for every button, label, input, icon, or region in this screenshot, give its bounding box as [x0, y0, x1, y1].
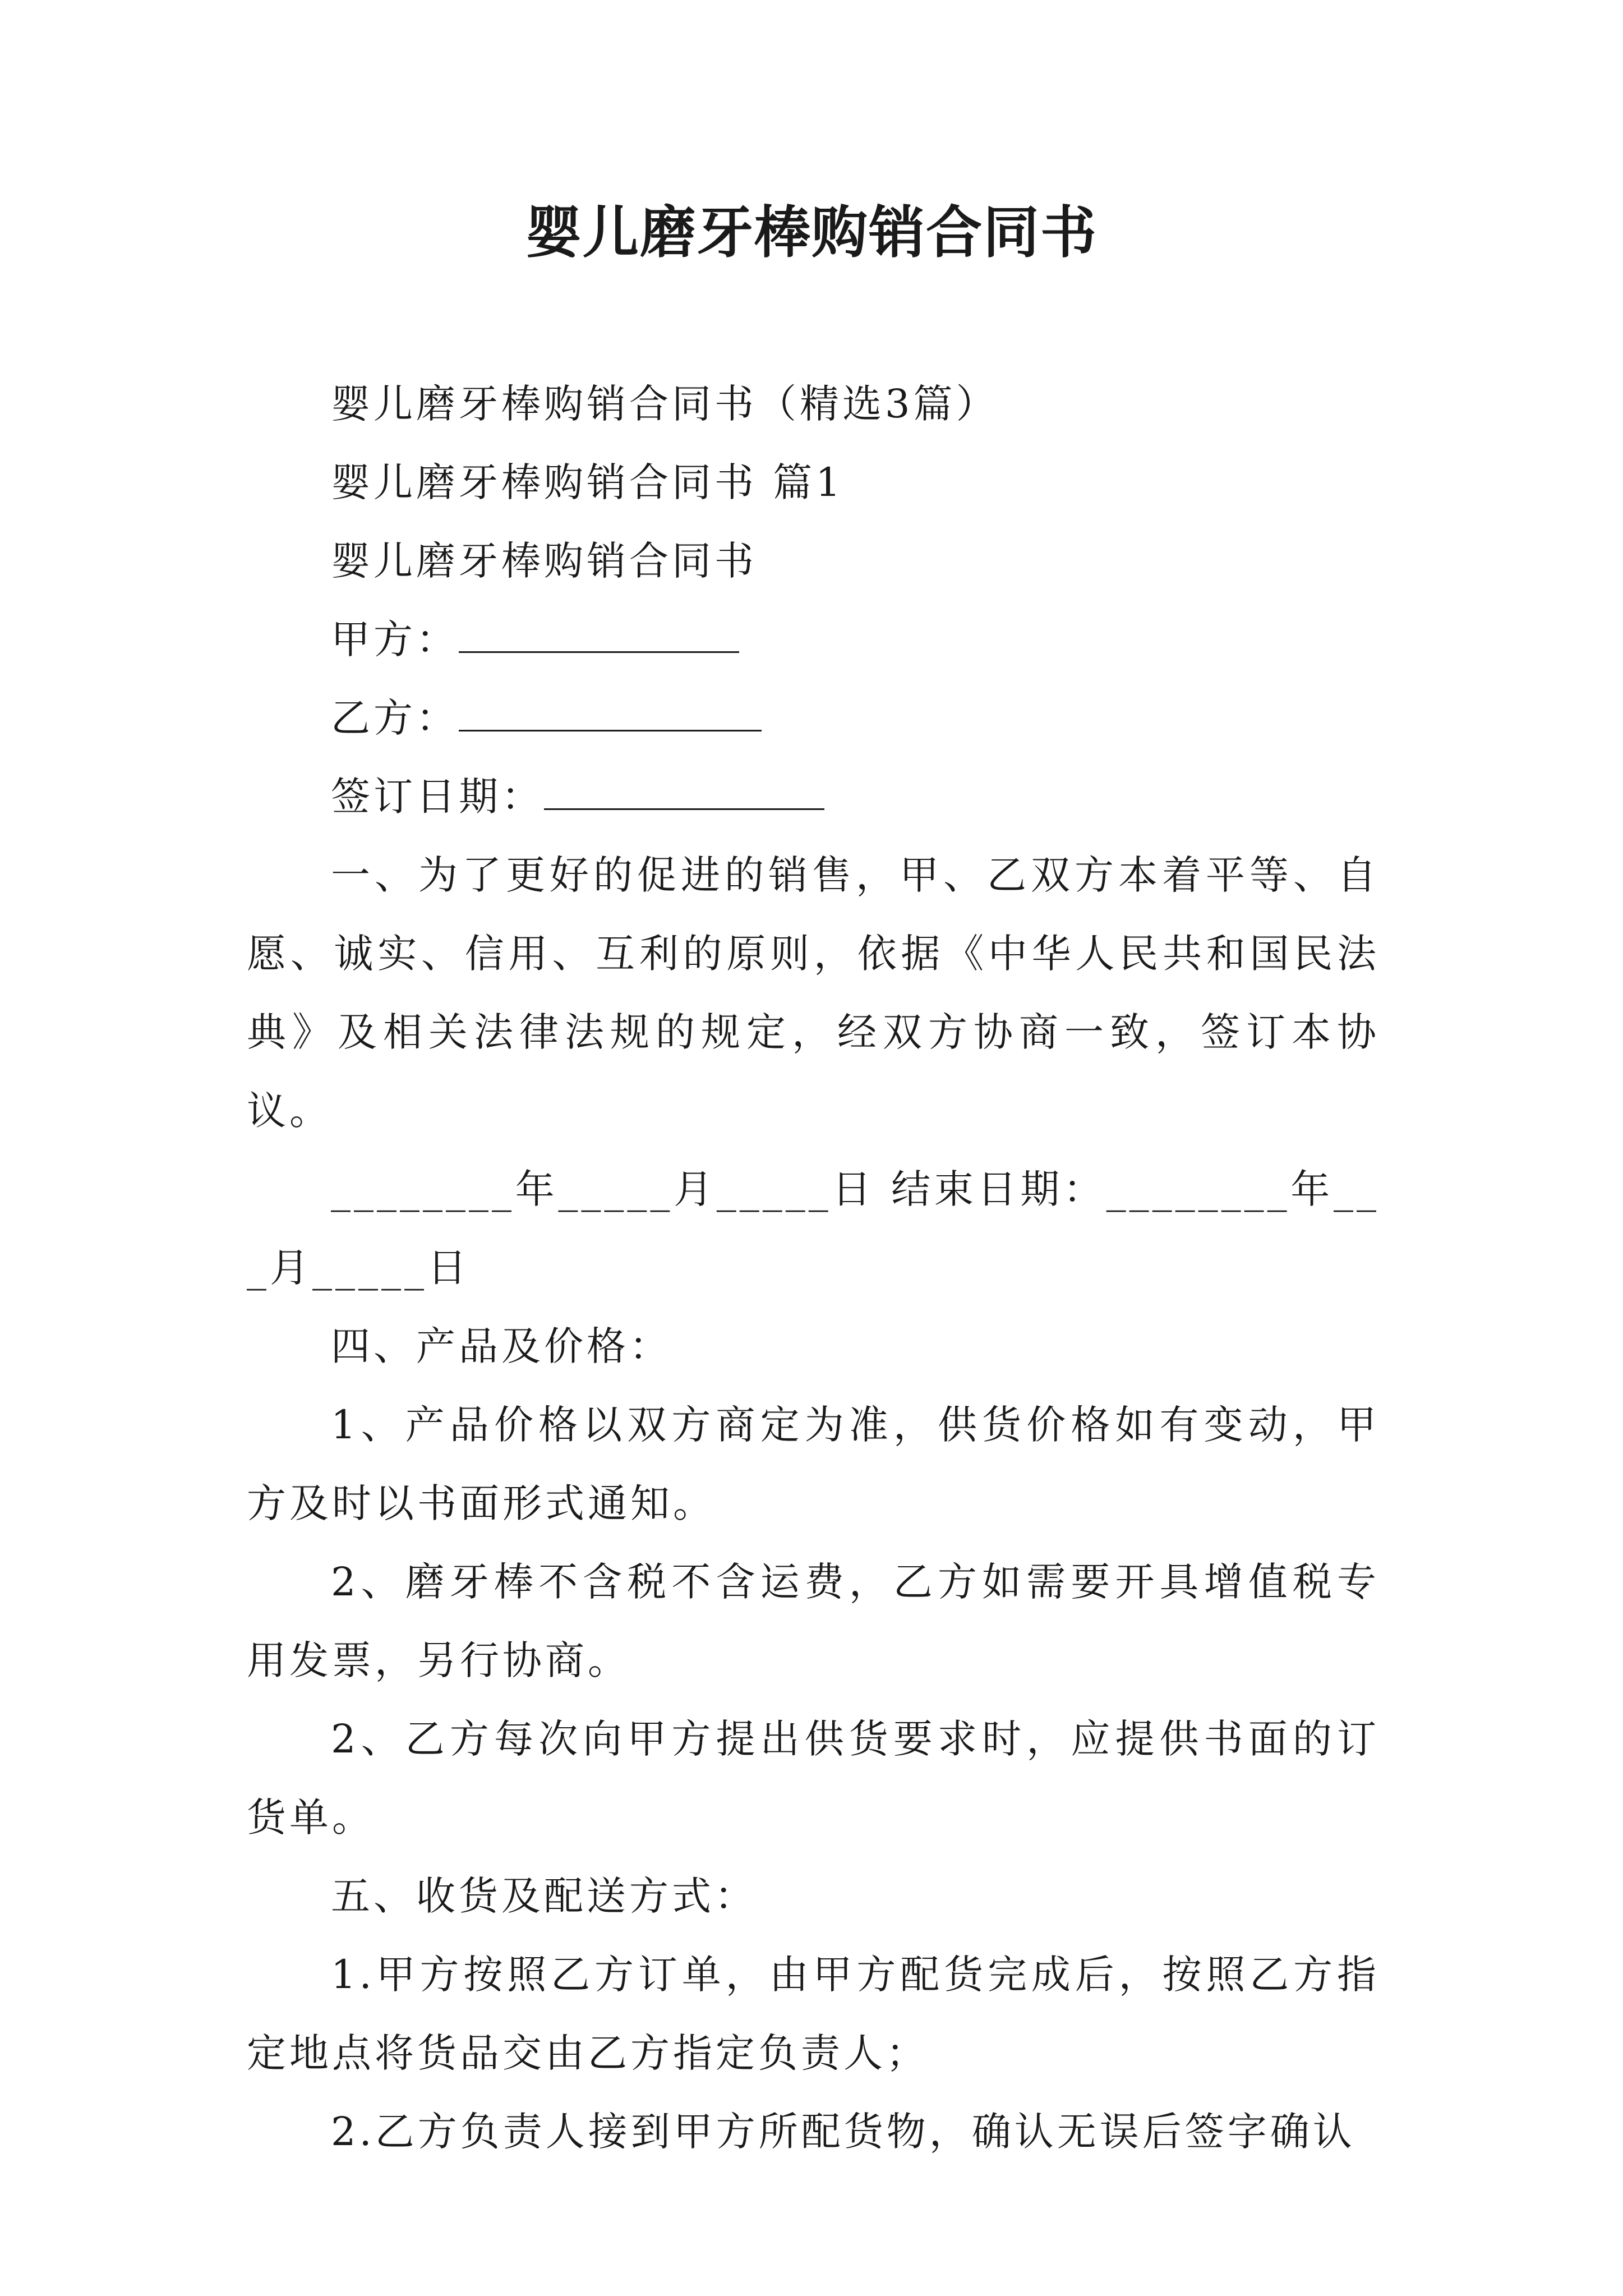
sign-date-blank	[544, 776, 824, 810]
clause-4-heading: 四、产品及价格：	[331, 1323, 672, 1369]
clause-5-item-2: 2.乙方负责人接到甲方所配货物，确认无误后签字确认	[331, 2109, 1355, 2155]
clause-4-item-3: 2、乙方每次向甲方提出供货要求时，应提供书面的订货单。	[247, 1716, 1380, 1841]
sign-date-line	[247, 757, 1380, 836]
document-subtitle: 婴儿磨牙棒购销合同书（精选3篇）	[331, 381, 999, 427]
party-b-label: 乙方：	[331, 695, 459, 741]
clause-4-item-1: 1、产品价格以双方商定为准，供货价格如有变动，甲方及时以书面形式通知。	[247, 1402, 1380, 1526]
party-b-blank	[459, 697, 762, 731]
clause-5-item-1: 1.甲方按照乙方订单，由甲方配货完成后，按照乙方指定地点将货品交由乙方指定负责人；	[247, 1952, 1380, 2076]
sign-date-label: 签订日期：	[331, 774, 544, 820]
document-title: 婴儿磨牙棒购销合同书	[525, 200, 1098, 265]
clause-5-heading: 五、收货及配送方式：	[331, 1873, 757, 1919]
contract-name: 婴儿磨牙棒购销合同书	[331, 538, 757, 584]
section-heading: 婴儿磨牙棒购销合同书 篇1	[331, 459, 844, 505]
clause-1: 一、为了更好的促进的销售，甲、乙双方本着平等、自愿、诚实、信用、互利的原则，依据《中华人民共和国民法典》及相关法律法规的规定，经双方协商一致，签订本协议。	[247, 852, 1380, 1134]
party-a-label: 甲方：	[331, 616, 459, 662]
party-a-blank	[459, 619, 739, 653]
date-range-line: ________年_____月_____日 结束日期：________年___月_____日	[247, 1166, 1380, 1291]
party-a-line	[247, 600, 1380, 679]
document-body	[247, 365, 1380, 2171]
clause-4-item-2: 2、磨牙棒不含税不含运费，乙方如需要开具增值税专用发票，另行协商。	[247, 1559, 1380, 1683]
party-b-line	[247, 679, 1380, 757]
